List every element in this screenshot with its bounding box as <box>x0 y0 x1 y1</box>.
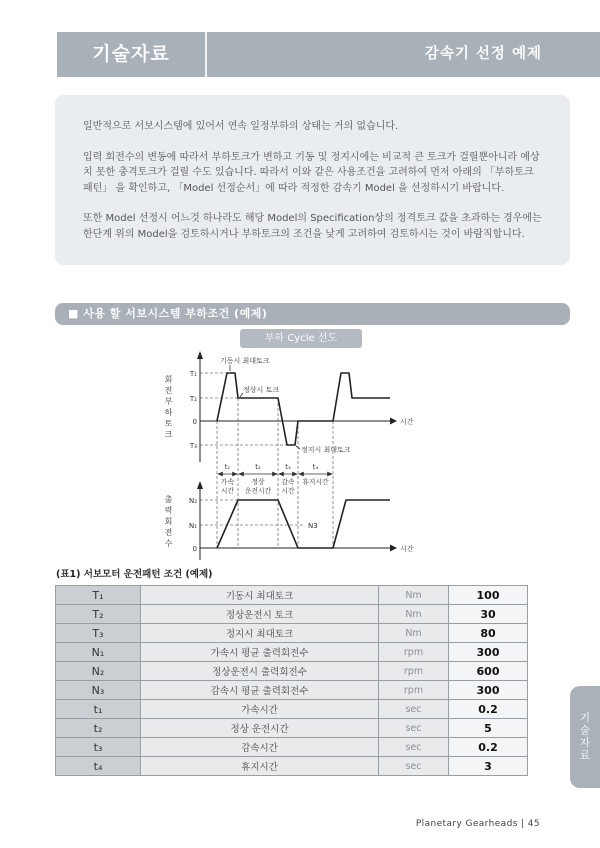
interval-t4-label-line1: 휴지시간 <box>302 478 329 486</box>
symbol-cell: t₄ <box>56 757 141 776</box>
speed-tick-zero: 0 <box>192 545 197 553</box>
torque-tick-t1: T₁ <box>189 370 197 378</box>
interval-t3-symbol: t₃ <box>285 463 291 471</box>
operation-pattern-table <box>55 585 528 776</box>
value-cell: 30 <box>449 605 528 624</box>
intro-paragraph-3: 또한 Model 선정시 어느것 하나라도 해당 Model의 Specification상의 정격토크 값을 초과하는 경우에는 한단계 위의 Model을 검토하시거나 부하토크의 조건을 낮게 고려하여 검토하시는 것이 바람직합니다. <box>83 213 542 240</box>
desc-cell: 감속시간 <box>141 738 379 757</box>
unit-cell: sec <box>379 757 449 776</box>
torque-tick-t2: T₂ <box>189 395 197 403</box>
unit-cell: sec <box>379 700 449 719</box>
cycle-waveform-svg <box>150 350 455 568</box>
unit-cell: Nm <box>379 605 449 624</box>
speed-waveform <box>217 500 390 548</box>
symbol-cell: T₂ <box>56 605 141 624</box>
desc-cell: 가속시 평균 출력회전수 <box>141 643 379 662</box>
symbol-cell: T₁ <box>56 586 141 605</box>
unit-cell: rpm <box>379 681 449 700</box>
speed-n3-label: N3 <box>308 522 318 530</box>
table-row <box>56 719 528 738</box>
intro-paragraph-1: 일반적으로 서보시스템에 있어서 연속 일정부하의 상태는 거의 없습니다. <box>83 121 399 132</box>
side-tab-technical-data <box>570 686 600 788</box>
table-row <box>56 662 528 681</box>
value-cell: 300 <box>449 681 528 700</box>
header-bar <box>57 32 600 77</box>
value-cell: 600 <box>449 662 528 681</box>
value-cell: 0.2 <box>449 738 528 757</box>
symbol-cell: t₃ <box>56 738 141 757</box>
value-cell: 100 <box>449 586 528 605</box>
symbol-cell: N₃ <box>56 681 141 700</box>
interval-t4-symbol: t₄ <box>312 463 319 471</box>
unit-cell: rpm <box>379 662 449 681</box>
symbol-cell: N₁ <box>56 643 141 662</box>
table-row <box>56 757 528 776</box>
desc-cell: 가속시간 <box>141 700 379 719</box>
table-row <box>56 681 528 700</box>
section-title-bar: ■ 사용 할 서보시스템 부하조건 (예제) <box>55 303 570 325</box>
annotation-normal-torque: 정상시 토크 <box>243 386 280 394</box>
speed-tick-n2: N₂ <box>188 497 197 505</box>
table-row <box>56 605 528 624</box>
symbol-cell: t₂ <box>56 719 141 738</box>
table-row <box>56 586 528 605</box>
desc-cell: 정지시 최대토크 <box>141 624 379 643</box>
interval-t2-symbol: t₂ <box>255 463 261 471</box>
table-row <box>56 700 528 719</box>
side-tab-label: 기술자료 <box>578 712 591 762</box>
symbol-cell: T₃ <box>56 624 141 643</box>
unit-cell: rpm <box>379 643 449 662</box>
unit-cell: sec <box>379 738 449 757</box>
desc-cell: 감속시 평균 출력회전수 <box>141 681 379 700</box>
speed-y-axis-label: 출력회전수 <box>164 495 173 550</box>
interval-dimensions <box>218 463 332 495</box>
header-divider <box>205 32 207 77</box>
speed-x-axis-label: 시간 <box>400 545 414 553</box>
torque-tick-zero: 0 <box>192 418 197 426</box>
cycle-diagram-title: 부하 Cycle 선도 <box>240 329 362 348</box>
page-title: 감속기 선정 예제 <box>424 46 542 62</box>
intro-text-box <box>55 95 570 265</box>
interval-t3-label-line2: 시간 <box>281 487 295 495</box>
interval-t1-symbol: t₁ <box>224 463 231 471</box>
desc-cell: 휴지시간 <box>141 757 379 776</box>
page-footer: Planetary Gearheads | 45 <box>415 819 540 829</box>
load-cycle-diagram <box>150 350 455 568</box>
page-category-title: 기술자료 <box>92 43 170 65</box>
interval-t2-label-line2: 운전시간 <box>244 487 272 495</box>
value-cell: 300 <box>449 643 528 662</box>
desc-cell: 정상운전시 토크 <box>141 605 379 624</box>
value-cell: 3 <box>449 757 528 776</box>
annotation-stop-torque: 정지시 최대토크 <box>301 446 351 454</box>
speed-tick-n1: N₁ <box>188 522 197 530</box>
torque-tick-t3: T₃ <box>189 442 197 450</box>
interval-t3-label-line1: 감속 <box>281 478 295 486</box>
desc-cell: 기동시 최대토크 <box>141 586 379 605</box>
torque-chart <box>189 351 414 462</box>
annotation-start-torque: 기동시 최대토크 <box>220 357 270 365</box>
unit-cell: Nm <box>379 624 449 643</box>
table-row <box>56 643 528 662</box>
symbol-cell: t₁ <box>56 700 141 719</box>
interval-t2-label-line1: 정상 <box>251 478 265 486</box>
value-cell: 5 <box>449 719 528 738</box>
intro-paragraph-2: 입력 회전수의 변동에 따라서 부하토크가 변하고 기동 및 정지시에는 비교적 큰 토크가 걸릴뿐아니라 예상치 못한 충격토크가 걸릴 수도 있습니다. 따라서 이와 같은 사용조건을 고려하여 먼저 아래의 「부하토크패턴」 을 확인하고, 「Model 선정순서」에 따라 적정한 감속기 Model 을 선정하시기 바랍니다. <box>83 151 540 194</box>
symbol-cell: N₂ <box>56 662 141 681</box>
desc-cell: 정상 운전시간 <box>141 719 379 738</box>
interval-t1-label-line1: 가속 <box>220 478 235 486</box>
table-row <box>56 738 528 757</box>
torque-y-axis-label: 회전부하토크 <box>164 375 173 441</box>
unit-cell: Nm <box>379 586 449 605</box>
torque-x-axis-label: 시간 <box>400 418 414 426</box>
table-row <box>56 624 528 643</box>
table-title: (표1) 서보모터 운전패턴 조건 (예제) <box>56 569 213 580</box>
desc-cell: 정상운전시 출력회전수 <box>141 662 379 681</box>
torque-waveform <box>217 373 390 445</box>
unit-cell: sec <box>379 719 449 738</box>
interval-t1-label-line2: 시간 <box>220 487 235 495</box>
value-cell: 80 <box>449 624 528 643</box>
value-cell: 0.2 <box>449 700 528 719</box>
